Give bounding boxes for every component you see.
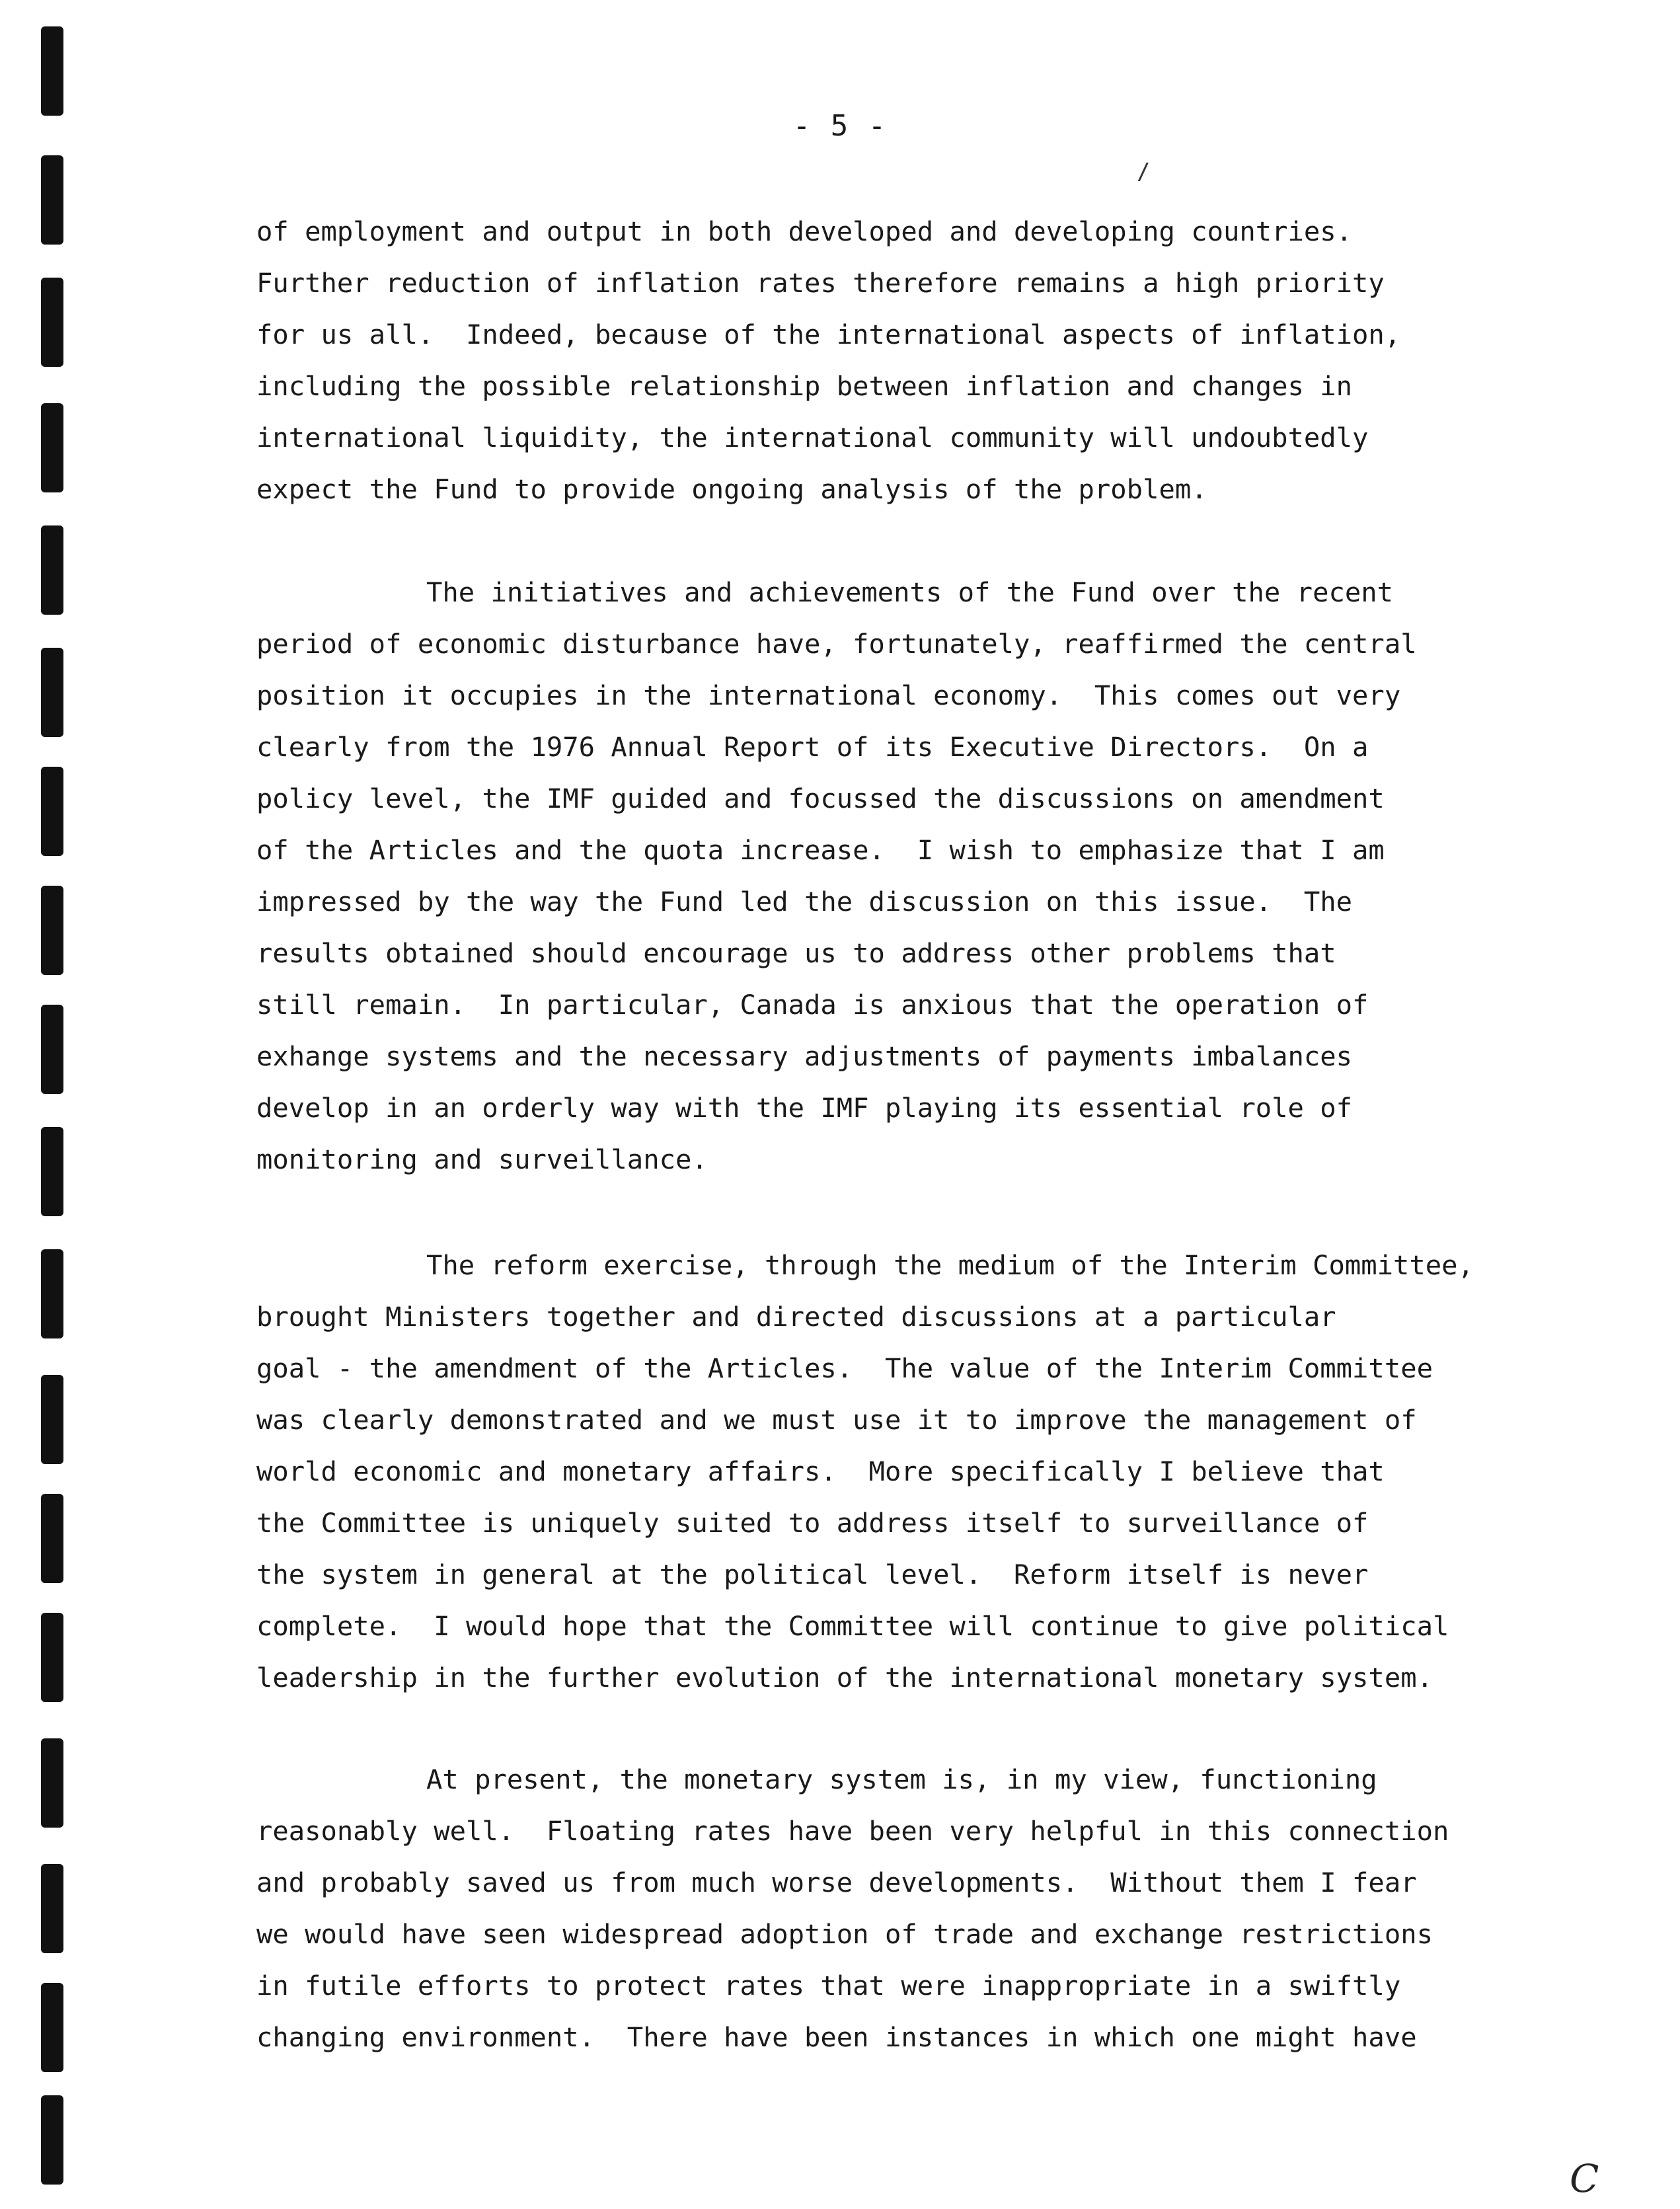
text-line: The initiatives and achievements of the Fund over the recent [426,576,1393,608]
text-line: in futile efforts to protect rates that were inappropriate in a swiftly [256,1970,1401,2001]
text-line: The reform exercise, through the medium of the Interim Committee, [426,1249,1474,1281]
text-line: period of economic disturbance have, fortunately, reaffirmed the central [256,628,1417,660]
binding-hole [41,1613,63,1702]
binding-hole [41,1249,63,1338]
binding-hole [41,1005,63,1094]
text-line: policy level, the IMF guided and focussed the discussions on amendment [256,783,1385,814]
text-line: impressed by the way the Fund led the discussion on this issue. The [256,886,1353,917]
text-line: changing environment. There have been instances in which one might have [256,2021,1417,2053]
text-line: reasonably well. Floating rates have been very helpful in this connection [256,1815,1449,1847]
binding-hole [41,1375,63,1464]
binding-holes [41,26,67,2181]
text-line: At present, the monetary system is, in my view, functioning [426,1763,1377,1795]
text-line: clearly from the 1976 Annual Report of its Executive Directors. On a [256,731,1369,763]
text-line: of the Articles and the quota increase. I wish to emphasize that I am [256,834,1385,866]
text-line: the Committee is uniquely suited to address itself to surveillance of [256,1507,1369,1539]
text-line: results obtained should encourage us to address other problems that [256,937,1336,969]
binding-hole [41,1494,63,1583]
text-line: international liquidity, the international community will undoubtedly [256,422,1369,453]
stray-pen-mark: / [1137,159,1151,185]
binding-hole [41,2095,63,2185]
binding-hole [41,1738,63,1828]
text-line: including the possible relationship between inflation and changes in [256,370,1353,402]
binding-hole [41,767,63,856]
text-line: exhange systems and the necessary adjustments of payments imbalances [256,1040,1353,1072]
text-line: of employment and output in both developed and developing countries. [256,215,1353,247]
handwritten-corner-mark: C [1570,2156,1599,2201]
text-line: still remain. In particular, Canada is anxious that the operation of [256,989,1369,1021]
text-line: expect the Fund to provide ongoing analysis of the problem. [256,473,1207,505]
binding-hole [41,1864,63,1953]
binding-hole [41,648,63,737]
text-line: world economic and monetary affairs. More specifically I believe that [256,1455,1385,1487]
binding-hole [41,278,63,367]
binding-hole [41,525,63,615]
page-number: - 5 - [792,109,888,143]
binding-hole [41,403,63,492]
text-line: leadership in the further evolution of the international monetary system. [256,1662,1433,1693]
text-line: develop in an orderly way with the IMF playing its essential role of [256,1092,1353,1124]
text-line: brought Ministers together and directed discussions at a particular [256,1301,1336,1333]
text-line: for us all. Indeed, because of the international aspects of inflation, [256,319,1401,350]
binding-hole [41,886,63,975]
binding-hole [41,1983,63,2072]
text-line: we would have seen widespread adoption of trade and exchange restrictions [256,1918,1433,1950]
text-line: the system in general at the political level. Reform itself is never [256,1559,1369,1590]
text-line: Further reduction of inflation rates therefore remains a high priority [256,267,1385,299]
text-line: was clearly demonstrated and we must use it to improve the management of [256,1404,1417,1436]
binding-hole [41,1127,63,1216]
text-line: position it occupies in the international economy. This comes out very [256,679,1401,711]
text-line: monitoring and surveillance. [256,1143,708,1175]
text-line: complete. I would hope that the Committee will continue to give political [256,1610,1449,1642]
binding-hole [41,155,63,245]
text-line: and probably saved us from much worse developments. Without them I fear [256,1867,1417,1898]
binding-hole [41,26,63,116]
text-line: goal - the amendment of the Articles. The value of the Interim Committee [256,1352,1433,1384]
